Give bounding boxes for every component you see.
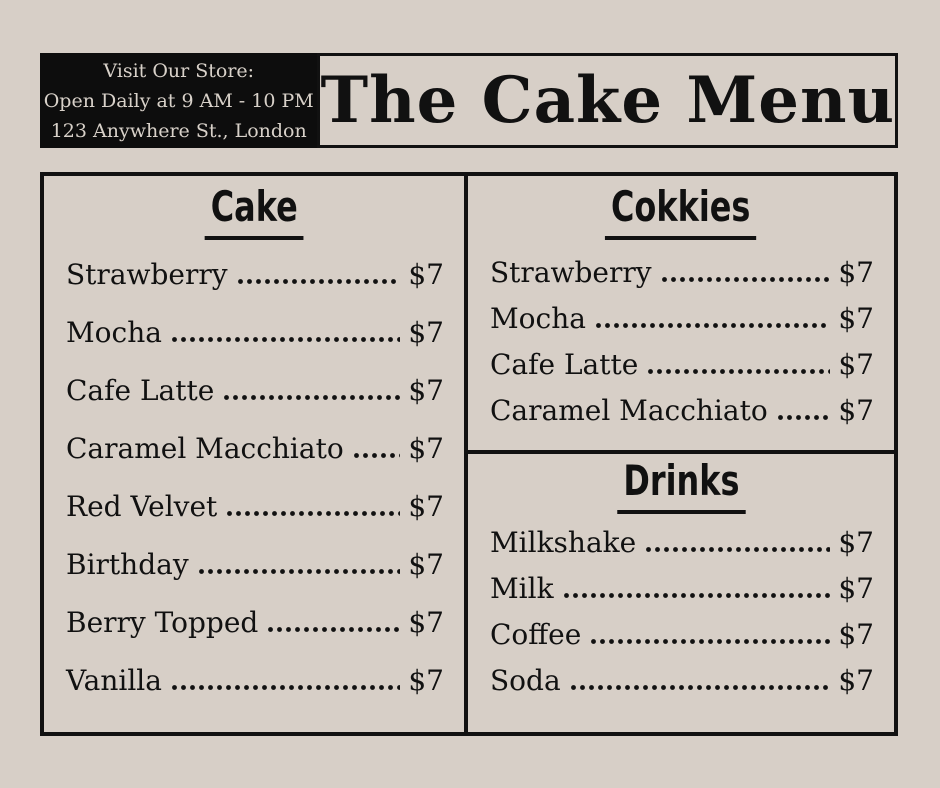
cookies-section-heading: Cokkies <box>605 183 757 240</box>
menu-item-row <box>66 478 444 536</box>
item-name: Cafe Latte <box>490 348 639 381</box>
menu-item-row <box>490 342 874 388</box>
dot-leader <box>266 627 400 632</box>
item-price: $7 <box>838 572 874 605</box>
dot-leader <box>562 593 831 598</box>
menu-item-row <box>490 520 874 566</box>
store-info-line: Open Daily at 9 AM - 10 PM <box>43 89 314 112</box>
dot-leader <box>170 337 400 342</box>
menu-item-row <box>66 536 444 594</box>
item-name: Coffee <box>490 618 582 651</box>
dot-leader <box>644 547 830 552</box>
dot-leader <box>776 415 831 420</box>
item-price: $7 <box>838 526 874 559</box>
dot-leader <box>225 511 400 516</box>
dot-leader <box>236 279 401 284</box>
menu-item-row <box>66 304 444 362</box>
item-name: Berry Topped <box>66 606 259 639</box>
dot-leader <box>197 569 401 574</box>
dot-leader <box>660 277 831 282</box>
item-name: Birthday <box>66 548 189 581</box>
item-price: $7 <box>408 490 444 523</box>
menu-item-row <box>490 388 874 434</box>
item-price: $7 <box>408 548 444 581</box>
item-price: $7 <box>838 394 874 427</box>
item-name: Soda <box>490 664 561 697</box>
item-name: Red Velvet <box>66 490 218 523</box>
item-name: Vanilla <box>66 664 162 697</box>
dot-leader <box>352 453 401 458</box>
menu-item-row <box>66 246 444 304</box>
menu-item-row <box>490 566 874 612</box>
menu-body <box>40 172 898 736</box>
menu-item-row <box>490 658 874 704</box>
menu-item-row <box>490 612 874 658</box>
page-title-box <box>317 53 898 148</box>
dot-leader <box>646 369 830 374</box>
item-price: $7 <box>838 618 874 651</box>
item-name: Mocha <box>66 316 162 349</box>
cookies-item-list <box>468 250 894 434</box>
item-price: $7 <box>838 664 874 697</box>
menu-item-row <box>66 362 444 420</box>
menu-item-row <box>490 296 874 342</box>
cake-section-heading: Cake <box>204 183 303 240</box>
menu-item-row <box>66 420 444 478</box>
item-price: $7 <box>838 302 874 335</box>
store-info-line: Visit Our Store: <box>103 59 255 82</box>
item-price: $7 <box>838 348 874 381</box>
dot-leader <box>569 685 831 690</box>
item-name: Strawberry <box>490 256 652 289</box>
menu-item-row <box>66 594 444 652</box>
store-info-box <box>40 53 317 148</box>
dot-leader <box>594 323 830 328</box>
item-price: $7 <box>408 258 444 291</box>
drinks-section-heading: Drinks <box>617 457 745 514</box>
store-info-line: 123 Anywhere St., London <box>50 119 307 142</box>
right-column <box>468 176 894 732</box>
item-price: $7 <box>408 606 444 639</box>
header <box>40 53 898 148</box>
item-price: $7 <box>408 664 444 697</box>
dot-leader <box>222 395 400 400</box>
item-name: Milk <box>490 572 554 605</box>
item-price: $7 <box>838 256 874 289</box>
menu-item-row <box>66 652 444 710</box>
item-name: Caramel Macchiato <box>66 432 344 465</box>
item-name: Mocha <box>490 302 586 335</box>
menu-item-row <box>490 250 874 296</box>
cake-item-list <box>44 246 464 710</box>
item-name: Caramel Macchiato <box>490 394 768 427</box>
drinks-item-list <box>468 520 894 704</box>
dot-leader <box>170 685 400 690</box>
dot-leader <box>589 639 830 644</box>
item-name: Strawberry <box>66 258 228 291</box>
cookies-section <box>468 176 894 450</box>
menu-poster <box>40 53 898 736</box>
item-price: $7 <box>408 316 444 349</box>
item-price: $7 <box>408 374 444 407</box>
cake-section <box>44 176 468 732</box>
drinks-section <box>468 450 894 732</box>
page-title: The Cake Menu <box>320 63 895 138</box>
item-name: Cafe Latte <box>66 374 215 407</box>
item-name: Milkshake <box>490 526 637 559</box>
item-price: $7 <box>408 432 444 465</box>
